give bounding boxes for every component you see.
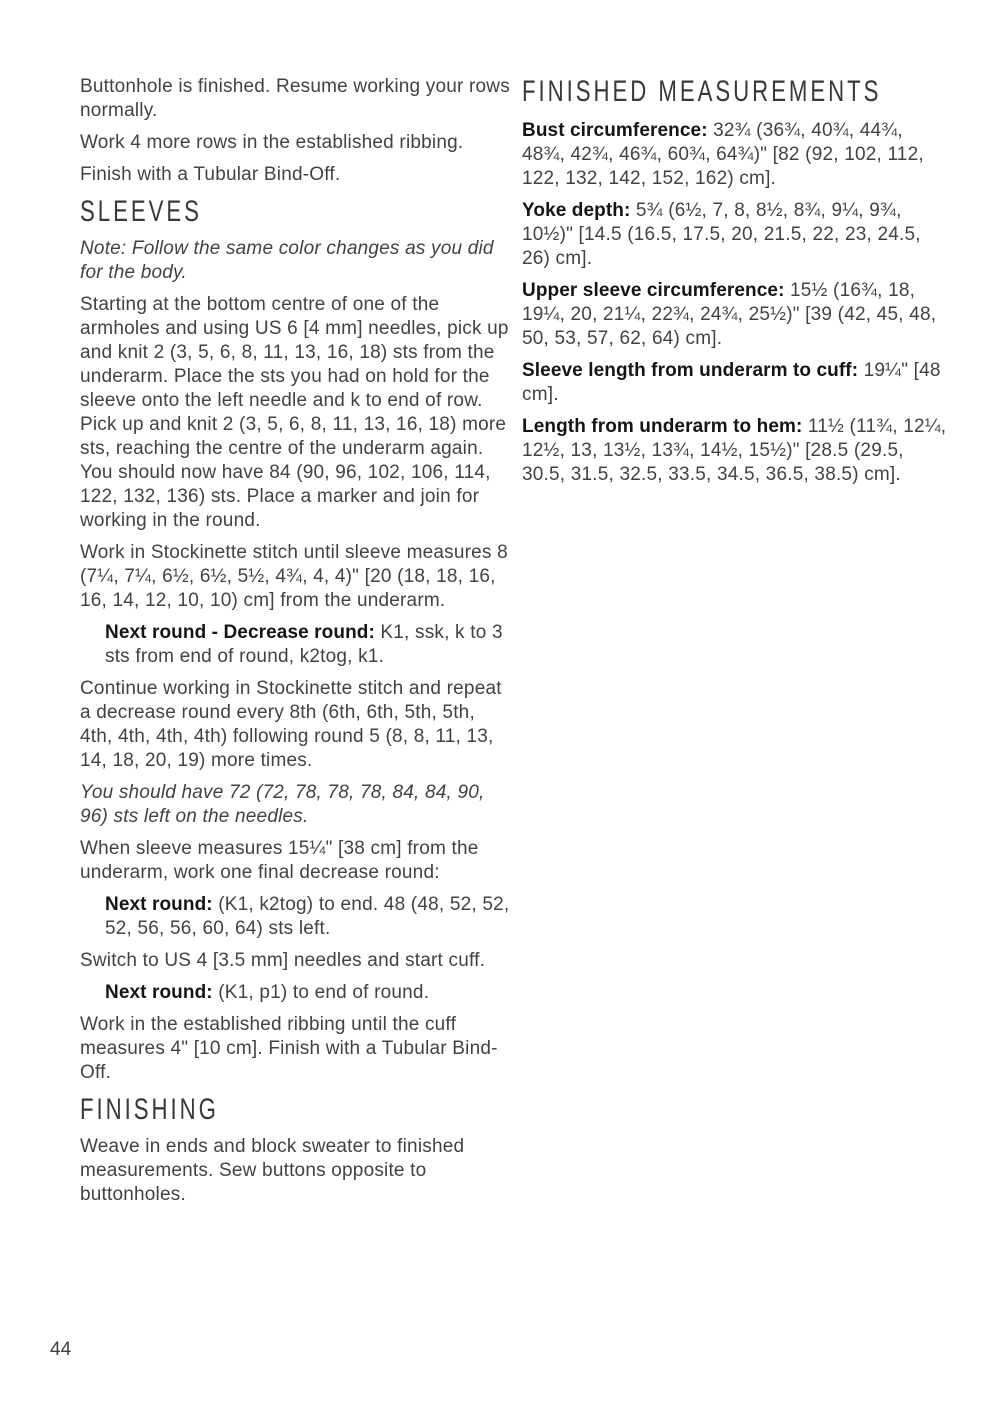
right-column: [522, 75, 947, 1215]
paragraph-repeat-decrease: Continue working in Stockinette stitch and repeat a decrease round every 8th (6th, 6th, 5th, 5th, 4th, 4th, 4th, 4th) following round 5 (8, 8, 11, 13, 14, 18, 20, 19) more times.: [80, 678, 502, 771]
measurement-value-upper-sleeve: 15½ (16¾, 18, 19¼, 20, 21¼, 22¾, 24¾, 25½)" [39 (42, 45, 48, 50, 53, 57, 62, 64) cm].: [522, 280, 937, 349]
instruction-text-next-1: (K1, k2tog) to end. 48 (48, 52, 52, 52, 56, 56, 60, 64) sts left.: [105, 894, 510, 939]
instruction-text-next-2: (K1, p1) to end of round.: [218, 982, 430, 1003]
paragraph-cuff-ribbing: Work in the established ribbing until the cuff measures 4" [10 cm]. Finish with a Tubular Bind-Off.: [80, 1014, 498, 1083]
note-sts-remaining: You should have 72 (72, 78, 78, 78, 84, 84, 90, 96) sts left on the needles.: [80, 782, 485, 827]
paragraph-tubular-bindoff: Finish with a Tubular Bind-Off.: [80, 164, 341, 185]
left-column: [80, 75, 510, 1215]
paragraph-stockinette-length: Work in Stockinette stitch until sleeve measures 8 (7¼, 7¼, 6½, 6½, 5½, 4¾, 4, 4)" [20 (18, 18, 16, 16, 14, 12, 10, 10) cm] from the underarm.: [80, 542, 508, 611]
paragraph-weave-ends: Weave in ends and block sweater to finished measurements. Sew buttons opposite to buttonholes.: [80, 1136, 465, 1205]
paragraph-work-4-rows: Work 4 more rows in the established ribbing.: [80, 132, 464, 153]
measurement-value-yoke-depth: 5¾ (6½, 7, 8, 8½, 8¾, 9¼, 9¾, 10½)" [14.5 (16.5, 17.5, 20, 21.5, 22, 23, 24.5, 26) cm].: [522, 200, 921, 269]
paragraph-pickup-sts: Starting at the bottom centre of one of the armholes and using US 6 [4 mm] needles, pick up and knit 2 (3, 5, 6, 8, 11, 13, 16, 18) sts from the underarm. Place the sts you had on hold for the sleeve onto the left needle and k to end of row. Pick up and knit 2 (3, 5, 6, 8, 11, 13, 16, 18) more sts, reaching the centre of the underarm again. You should now have 84 (90, 96, 102, 106, 114, 122, 132, 136) sts. Place a marker and join for working in the round.: [80, 294, 509, 531]
measurement-bust: [522, 119, 947, 191]
measurement-label-sleeve-length: Sleeve length from underarm to cuff:: [522, 360, 859, 381]
instruction-lead-decrease: Next round - Decrease round:: [105, 622, 375, 643]
section-heading-sleeves: SLEEVES: [80, 195, 202, 228]
measurement-upper-sleeve: [522, 279, 947, 351]
page-number: 44: [50, 1339, 72, 1360]
instruction-lead-next-2: Next round:: [105, 982, 213, 1003]
instruction-lead-next-1: Next round:: [105, 894, 213, 915]
paragraph-switch-needles: Switch to US 4 [3.5 mm] needles and start cuff.: [80, 950, 486, 971]
paragraph-buttonhole-finished: Buttonhole is finished. Resume working your rows normally.: [80, 76, 510, 121]
instruction-decrease-round: [80, 621, 510, 669]
paragraph-final-decrease: When sleeve measures 15¼" [38 cm] from the underarm, work one final decrease round:: [80, 838, 479, 883]
section-heading-finishing: FINISHING: [80, 1093, 219, 1126]
measurement-yoke-depth: [522, 199, 947, 271]
section-heading-finished-measurements: FINISHED MEASUREMENTS: [522, 75, 882, 108]
measurement-value-underarm-hem: 11½ (11¾, 12¼, 12½, 13, 13½, 13¾, 14½, 15½)" [28.5 (29.5, 30.5, 31.5, 32.5, 33.5, 34.5, 36.5, 38.5) cm].: [522, 416, 947, 485]
instruction-next-round-1: [80, 893, 510, 941]
instruction-next-round-2: [80, 981, 510, 1005]
measurement-sleeve-length: [522, 359, 947, 407]
measurement-value-bust: 32¾ (36¾, 40¾, 44¾, 48¾, 42¾, 46¾, 60¾, 64¾)" [82 (92, 102, 112, 122, 132, 142, 152, 162) cm].: [522, 120, 924, 189]
instruction-text-decrease: K1, ssk, k to 3 sts from end of round, k2tog, k1.: [105, 622, 503, 667]
measurement-value-sleeve-length: 19¼" [48 cm].: [522, 360, 941, 405]
measurement-label-underarm-hem: Length from underarm to hem:: [522, 416, 803, 437]
measurement-underarm-hem: [522, 415, 947, 487]
measurement-label-bust: Bust circumference:: [522, 120, 708, 141]
note-color-changes: Note: Follow the same color changes as you did for the body.: [80, 238, 494, 283]
measurement-label-yoke-depth: Yoke depth:: [522, 200, 631, 221]
measurement-label-upper-sleeve: Upper sleeve circumference:: [522, 280, 785, 301]
